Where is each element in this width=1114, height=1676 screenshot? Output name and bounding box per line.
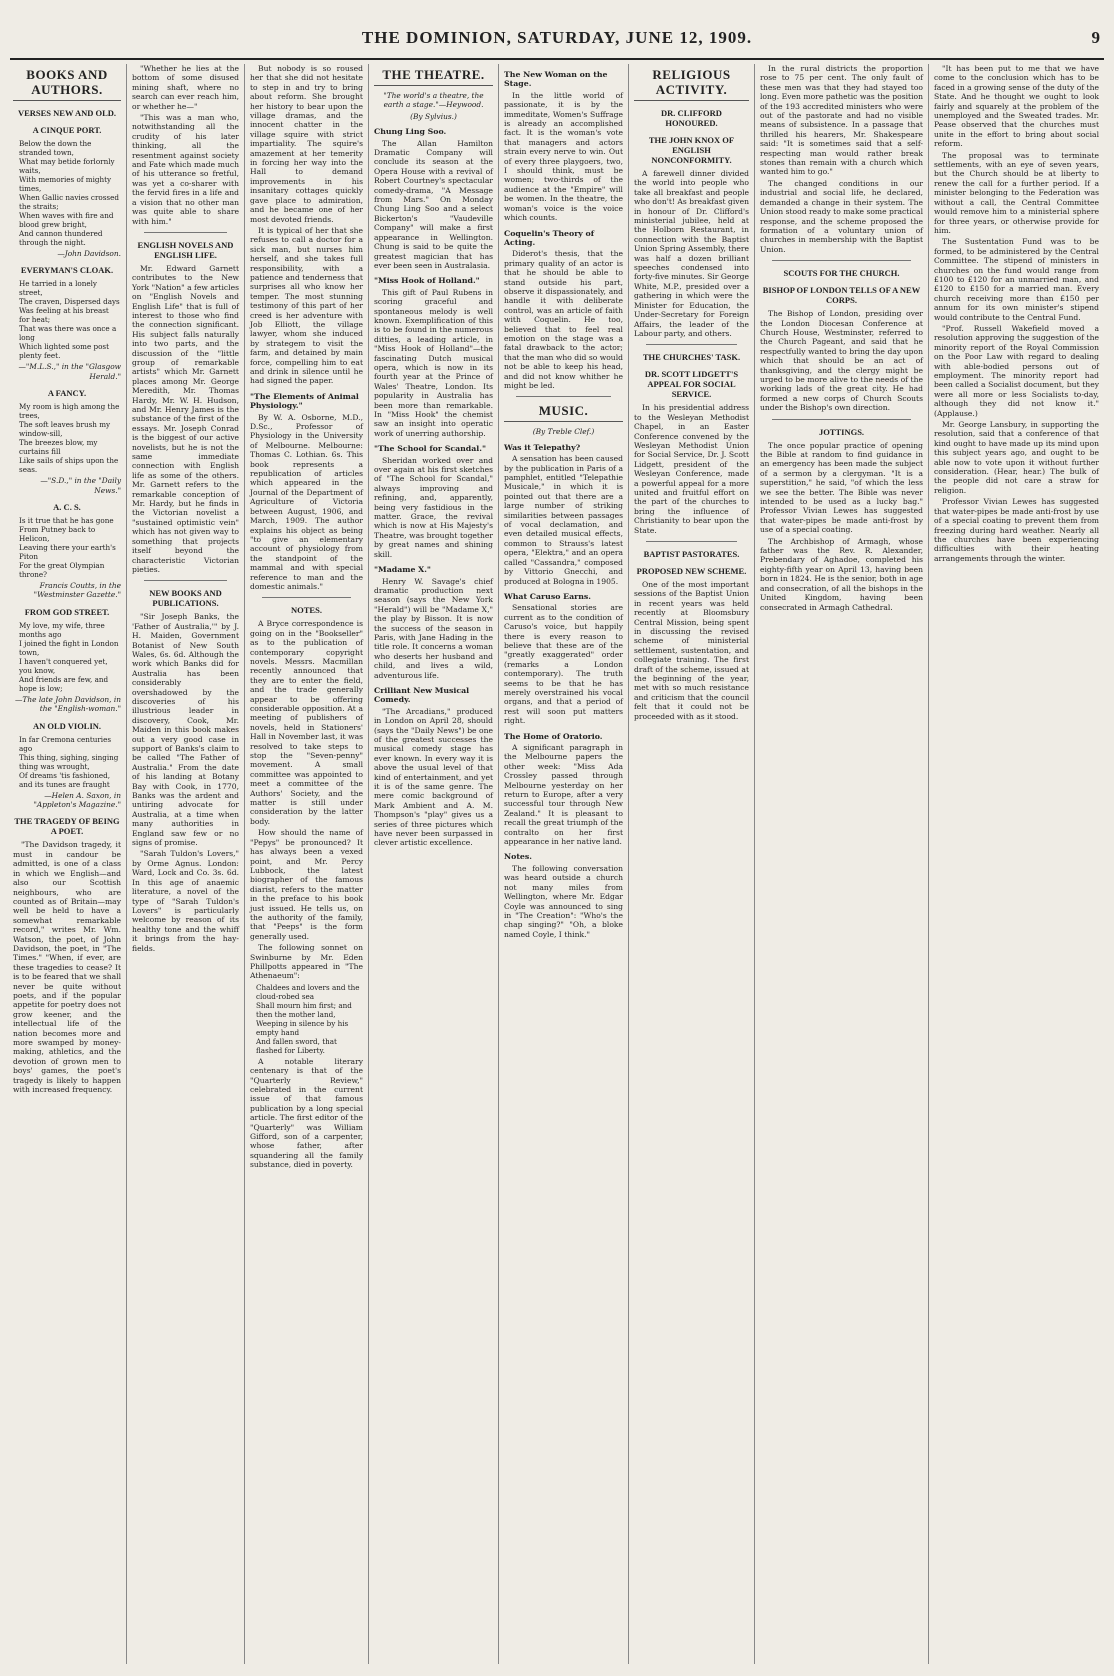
article-text: The following sonnet on Swinburne by Mr. Eden Phillpotts appeared in "The Athenaeum": bbox=[250, 943, 363, 981]
poem-line: The soft leaves brush my window-sill, bbox=[19, 420, 111, 439]
article-text: "The Davidson tragedy, it must in candour be admitted, is one of a class in which we English—and also our Scottish neighbours, who are counted as of Britain—may well be held to have a somewhat remarkable record," writes Mr. Wm. Watson, the poet, of John Davidson, the poet, in "The Times." "When, if ever, are these tragedies to cease? It is to be feared that we shall never be quite without poets, and if the popular appetite for poetry does not grow keener, and the intellectual life of the nation becomes more and more swamped by money-making, athletics, and the devotion of grown men to boys' games, the poet's tragedy is likely to happen with increased frequency. bbox=[13, 840, 121, 1095]
column-6 bbox=[628, 64, 754, 1664]
article-text: "Sir Joseph Banks, the 'Father of Australia,'" by J. H. Maiden, Government Botanist of New South Wales, 6s. 6d. Although the work which Banks did for Australia has been considerably overshadowed by the discoveries of his illustrious leader in discovery, Cook, Mr. Maiden in this book makes out a very good case in support of Banks's claim to be called "The Father of Australia." From the date of his landing at Botany Bay with Cook, in 1770, Banks was the ardent and untiring advocate for Australia, at a time when many authorities in England saw few or no signs of promise. bbox=[132, 612, 239, 848]
column-1 bbox=[8, 64, 126, 1664]
article-text: Professor Vivian Lewes has suggested that water-pipes be made anti-frost by use of a special coating to prevent them from freezing during hard weather. Nearly all the churches have been experiencing difficulties with their heating arrangements through the winter. bbox=[934, 497, 1099, 563]
article-text: In the little world of passionate, it is by the immeditate, Women's Suffrage is already an accomplished fact. It is the woman's vote that managers and actors strain every nerve to win. Out of every three playgoers, two, I should think, must be women; two-thirds of the audience at the "Empire" will be women. In the theatre, the woman's voice is the voice which counts. bbox=[504, 90, 623, 223]
column-8 bbox=[928, 64, 1104, 1664]
poem-line: This thing, sighing, singing thing was wrought, bbox=[19, 752, 119, 771]
divider bbox=[144, 580, 227, 581]
column-3 bbox=[244, 64, 368, 1664]
article-text: The proposal was to terminate settlements, with an eye of seven years, but the Church should be at liberty to renew the call for a further period. If a minister belonging to the Federation was without a call, the Central Committee would remove him to a ministerial sphere for three years, or otherwise provide for him. bbox=[934, 150, 1099, 235]
section-heading-notes: NOTES. bbox=[291, 605, 322, 616]
subheading-verses: VERSES NEW AND OLD. bbox=[17, 108, 117, 118]
poem bbox=[19, 402, 121, 474]
article-text: "Prof. Russell Wakefield moved a resolution approving the suggestion of the minority report of the Royal Commission on the Poor Law with regard to dealing with able-bodied persons out of employment. The minority report had been called a Socialist document, but they were all more or less Socialists to-day, although they did not know it." (Applause.) bbox=[934, 323, 1099, 418]
poem-line: Shall mourn him first; and then the mother land, bbox=[256, 1000, 352, 1019]
poem-line: And cannon thundered through the night. bbox=[19, 229, 103, 247]
poem bbox=[256, 983, 363, 1055]
poem-line: I haven't conquered yet, you know, bbox=[19, 656, 108, 675]
article-subheading: BISHOP OF LONDON TELLS OF A NEW CORPS. bbox=[762, 285, 921, 306]
article-text: The Sustentation Fund was to be formed, to be administered by the Central Committee. The stipend of ministers in churches on the fund would range from £100 to £120 for an unmarried man, and £120 to £150 for a married man. Every church receiving more than £150 per annum for its own minister's stipend would contribute to the Central Fund. bbox=[934, 237, 1099, 322]
byline: (By Treble Clef.) bbox=[532, 427, 595, 437]
article-text: The Bishop of London, presiding over the London Diocesan Conference at Church House, Westminster, referred to the Church Pageant, and said that he respectfully wanted to bring the day upon which that should be an act of thanksgiving, and the clergy might be urged to be more alive to the needs of the working lads of the great city. He had formed a new corps of Church Scouts under the Bishop's own direction. bbox=[760, 309, 923, 413]
article-subheading: THE JOHN KNOX OF ENGLISH NONCONFORMITY. bbox=[648, 135, 735, 165]
article-text: Mr. Edward Garnett contributes to the New York "Nation" a few articles on "English Novels and English Life" that is full of interest to those who find the connection significant. His subject falls naturally into two parts, and the discussion of the "little group of remarkable artists" which Mr. Garnett places among Mr. George Meredith, Mr. Thomas Hardy, Mr. W. H. Hudson, and Mr. Henry James is the substance of the first of the essays. Mr. Joseph Conrad is the biggest of our active novelists, but he is not the same immediate connection with English life as some of the others. Mr. Garnett refers to the remarkable conception of Mr. Hardy, but he finds in the Victorian novelist a "sustained optimistic vein" which has not given way to something that projects itself beyond the characteristic Victorian pieties. bbox=[132, 263, 239, 574]
article-text: A notable literary centenary is that of the "Quarterly Review," celebrated in the current issue of that famous publication by a long special article. The first editor of the "Quarterly" was William Gifford, son of a carpenter, whose father, after squandering all the family substance, died in poverty. bbox=[250, 1056, 363, 1170]
poem-attribution: —"S.D.," in the "Daily News." bbox=[40, 476, 121, 495]
poem-line: Was feeling at his breast for heat; bbox=[19, 306, 109, 325]
column-5 bbox=[498, 64, 628, 1664]
poem-title: A FANCY. bbox=[47, 388, 87, 399]
article-heading: BAPTIST PASTORATES. bbox=[643, 549, 740, 559]
article-text: The following conversation was heard outside a church not many miles from Wellington, where Mr. Edgar Coyle was announced to sing in "The Creation": "Who's the chap singing?" "Oh, a bloke named Coyle, I think." bbox=[504, 863, 623, 939]
poem-attribution: —John Davidson. bbox=[57, 249, 121, 258]
article-text: The Archbishop of Armagh, whose father was the Rev. R. Alexander, Prebendary of Aghadoe, completed his eighty-fifth year on April 13, having been born in 1824. He is the senior, both in age and consecration, of all the bishops in the United Kingdom, having been consecrated in Armagh Cathedral. bbox=[760, 536, 923, 612]
poem-line: My room is high among the trees, bbox=[19, 402, 120, 421]
article-text: A significant paragraph in the Melbourne papers the other week: "Miss Ada Crossley passed through Melbourne yesterday on her return to Europe, after a very successful tour through New Zealand." It is pleasant to recall the great triumph of the contralto on her first appearance in her native land. bbox=[504, 743, 623, 847]
article-heading: Coquelin's Theory of Acting. bbox=[504, 228, 595, 247]
article-text: "This was a man who, notwithstanding all the crudity of his later thinking, all the resentment against society and Fate which made much of his utterance so fretful, was yet a co-sharer with the fervid fires in a life and a vision that no other man was quite able to share with him." bbox=[132, 113, 239, 226]
poem bbox=[19, 139, 121, 247]
poem bbox=[19, 516, 121, 579]
poem-title: A CINQUE PORT. bbox=[32, 125, 102, 135]
article-heading: JOTTINGS. bbox=[818, 426, 865, 437]
divider bbox=[772, 419, 911, 420]
poem-line: Below the down the stranded town, bbox=[19, 139, 92, 157]
poem bbox=[19, 279, 121, 360]
article-text: A sensation has been caused by the publication in Paris of a pamphlet, entitled "Telepathie Musicale," in which it is pointed out that there are a large number of striking similarities between passages of vocal declamation, and even detailed musical effects, common to Strauss's latest opera, "Elektra," and an opera called "Cassandra," composed by Vittorio Gnecchi, and produced at Bologna in 1905. bbox=[504, 454, 623, 586]
article-text: A Bryce correspondence is going on in the "Bookseller" as to the publication of contemporary copyright novels. Messrs. Macmillan recently announced that they are to enter the field, and the trade generally appear to be offering considerable opposition. At a meeting of publishers of novels, held in Stationers' Hall in November last, it was resolved to take steps to stop the "Seven-penny" movement. A small committee was appointed to meet a committee of the Authors' Society, and the matter is still under consideration by the latter body. bbox=[250, 619, 363, 826]
article-text: The changed conditions in our industrial and social life, he declared, demanded a change in their system. The Union stood ready to make some practical response, and the scheme proposed the formation of a voluntary union of churches in membership with the Baptist Union. bbox=[760, 178, 923, 254]
article-heading: THE TRAGEDY OF BEING A POET. bbox=[14, 816, 120, 837]
poem-line: With memories of mighty times, bbox=[19, 175, 112, 193]
article-text: Henry W. Savage's chief dramatic production next season (says the New York "Herald") will be "Madame X," the play by Bisson. It is now the success of the season in Paris, with Jane Hading in the title role. It concerns a woman who deserts her husband and child, and lives a wild, adventurous life. bbox=[374, 576, 493, 680]
newspaper-title: THE DOMINION, SATURDAY, JUNE 12, 1909. bbox=[361, 28, 753, 47]
article-heading: The Home of Oratorio. bbox=[504, 731, 603, 741]
article-heading: "Miss Hook of Holland." bbox=[374, 276, 480, 286]
poem-line: What may betide forlornly waits, bbox=[19, 157, 115, 175]
article-text: How should the name of "Pepys" be pronounced? It has always been a vexed point, and Mr. Percy Lubbock, the latest biographer of the famous diarist, refers to the matter in the preface to his book just issued. He tells us, on the authority of the family, that "Peeps" is the form generally used. bbox=[250, 828, 363, 941]
article-text: Sensational stories are current as to the condition of Caruso's voice, but happily there is every reason to believe that these are of the "greatly exaggerated" order (remarks a London contemporary). The truth seems to be that he has merely overstrained his vocal organs, and that a period of rest will soon put matters right. bbox=[504, 603, 623, 726]
byline: (By Sylvius.) bbox=[410, 111, 457, 121]
poem-line: When waves with fire and blood grew bright, bbox=[19, 211, 114, 229]
poem-line: Chaldees and lovers and the cloud-robed sea bbox=[256, 982, 360, 1001]
article-text: "The Arcadians," produced in London on April 28, should (says the "Daily News") be one of the greatest successes the musical comedy stage has ever known. In every way it is above the usual level of that kind of entertainment, and yet it is of the same genre. The mere comic background of Mark Ambient and A. M. Thompson's "play" gives us a series of three pictures which have never been surpassed in clever artistic excellence. bbox=[374, 706, 493, 848]
poem-line: Is it true that he has gone bbox=[19, 516, 114, 526]
section-heading-music: MUSIC. bbox=[504, 403, 623, 422]
article-heading: The New Woman on the Stage. bbox=[504, 70, 608, 89]
divider bbox=[646, 344, 737, 345]
article-subheading: PROPOSED NEW SCHEME. bbox=[636, 566, 747, 576]
article-heading: ENGLISH NOVELS AND ENGLISH LIFE. bbox=[137, 239, 234, 260]
poem-title: A. C. S. bbox=[53, 502, 81, 513]
article-text: By W. A. Osborne, M.D., D.Sc., Professor of Physiology in the University of Melbourne. Melbourne: Thomas C. Lothian. 6s. This book represents a republication of articles which appeared in the Journal of the Department of Agriculture of Victoria between August, 1906, and March, 1909. The author explains his object as being "to give an elementary account of physiology from the standpoint of the mammal and with special reference to man and the domestic animals." bbox=[250, 412, 363, 591]
article-text: This gift of Paul Rubens in scoring graceful and spontaneous melody is well known. Exemplification of this is to be found in the numerous ditties, a leading article, in "Miss Hook of Holland"—the fascinating Dutch musical opera, which is now in its fourth year at the Prince of Wales' Theatre, London. Its popularity in Australia has been more than remarkable. In "Miss Hook" the chemist saw an insight into operatic work of unerring authorship. bbox=[374, 287, 493, 438]
poem bbox=[19, 621, 121, 693]
section-heading-theatre: THE THEATRE. bbox=[374, 67, 493, 86]
poem-line: From Putney back to Helicon, bbox=[19, 525, 96, 544]
article-text: Mr. George Lansbury, in supporting the resolution, said that a conference of that kind ought to have made up its mind upon this subject years ago, and ought to be able now to vote upon it without further consideration. (Hear, hear.) The bulk of the people did not care a straw for religion. bbox=[934, 420, 1099, 495]
poem-line: Of dreams 'tis fashioned, and its tunes are fraught bbox=[19, 770, 110, 789]
poem-line: For the great Olympian throne? bbox=[19, 561, 105, 580]
article-subheading: DR. SCOTT LIDGETT'S APPEAL FOR SOCIAL SERVICE. bbox=[644, 369, 739, 400]
poem-title: AN OLD VIOLIN. bbox=[32, 720, 102, 731]
article-heading: What Caruso Earns. bbox=[504, 591, 592, 601]
article-text: "Sarah Tuldon's Lovers," by Orme Agnus. London: Ward, Lock and Co. 3s. 6d. In this age of anaemic literature, a novel of the type of "Sarah Tuldon's Lovers" is particularly welcome by reason of its healthy tone and the whiff it brings from the hay-fields. bbox=[132, 849, 239, 953]
article-heading: Notes. bbox=[504, 852, 532, 862]
poem-line: That was there was once a long bbox=[19, 324, 117, 343]
divider bbox=[262, 597, 351, 598]
article-text: One of the most important sessions of the Baptist Union in recent years was held recently at Bloomsbury Central Mission, being spent in discussing the revised scheme of ministerial settlement, sustentation, and collegiate training. The first draft of the scheme, issued at the beginning of the year, met with so much resistance and criticism that the council felt that it could not be proceeded with as it stood. bbox=[634, 580, 749, 721]
poem-title: FROM GOD STREET. bbox=[24, 606, 110, 617]
column-4 bbox=[368, 64, 498, 1664]
poem-attribution: Francis Coutts, in the "Westminster Gazette." bbox=[33, 581, 121, 600]
article-heading: THE CHURCHES' TASK. bbox=[642, 352, 741, 363]
article-text: Sheridan worked over and over again at his first sketches of "The School for Scandal," always improving and refining, and, apparently, being very fastidious in the matter. Grace, the revival which is now at His Majesty's Theatre, was brought together by great names and shining skill. bbox=[374, 455, 493, 559]
column-2 bbox=[126, 64, 244, 1664]
divider bbox=[646, 541, 737, 542]
poem-line: Weeping in silence by his empty hand bbox=[256, 1018, 349, 1037]
article-text: Diderot's thesis, that the primary quality of an actor is that he should be able to stand outside his part, observe it dispassionately, and handle it with deliberate control, was an article of faith with Coquelin. He too, believed that to feel real emotion on the stage was a fatal drawback to the actor; that the man who did so would not be able to keep his head, and did not know whither he might be led. bbox=[504, 249, 623, 390]
article-text: "It has been put to me that we have come to the conclusion which has to be faced in a growing sense of the duty of the State. And he thought we ought to look fairly and squarely at the problem of the unemployed and the Sweated trades. Mr. Pease observed that the churches must unite in the effort to bring about social reform. bbox=[934, 64, 1099, 149]
article-heading: Chung Ling Soo. bbox=[374, 127, 447, 137]
divider bbox=[144, 232, 227, 233]
article-text: "Whether he lies at the bottom of some disused mining shaft, where no search can ever reach him, or whether he—" bbox=[132, 64, 239, 111]
poem-line: And friends are few, and hope is low; bbox=[19, 674, 109, 693]
poem-title: EVERYMAN'S CLOAK. bbox=[20, 265, 114, 276]
article-heading: "The Elements of Animal Physiology." bbox=[250, 391, 359, 411]
article-text: A farewell dinner divided the world into people who take all breakfast and people who don't! As breakfast given in honour of Dr. Clifford's ministerial jubilee, held at the Holborn Restaurant, in connection with the Baptist Union Spring Assembly, there was half a dozen brilliant speeches condensed into forty-five minutes. Sir George White, M.P., presided over a gathering in which were the Minister for Education, the Under-Secretary for Foreign Affairs, the leader of the Labour party, and others. bbox=[634, 169, 749, 338]
poem-line: Like sails of ships upon the seas. bbox=[19, 456, 119, 475]
poem-line: My love, my wife, three months ago bbox=[19, 620, 105, 639]
divider bbox=[772, 260, 911, 261]
poem-attribution: —The late John Davidson, in the "English-woman." bbox=[15, 694, 121, 714]
poem-line: He tarried in a lonely street, bbox=[19, 279, 97, 298]
section-heading-books: BOOKS AND AUTHORS. bbox=[13, 67, 121, 101]
section-heading-religious: RELIGIOUS ACTIVITY. bbox=[634, 67, 749, 101]
poem-line: Leaving there your earth's Piton bbox=[19, 543, 116, 562]
poem-line: When Gallic navies crossed the straits; bbox=[19, 193, 119, 211]
page-number: 9 bbox=[1091, 28, 1100, 47]
article-heading: "Madame X." bbox=[374, 565, 431, 575]
article-text: In his presidential address to the Wesleyan Methodist Chapel, in an Easter Conference convened by the Wesleyan Methodist Union for Social Service, Dr. J. Scott Lidgett, president of the Wesleyan Conference, made a powerful appeal for a more united and fruitful effort on the part of the churches to bring the influence of Christianity to bear upon the State. bbox=[634, 403, 749, 535]
article-text: The Allan Hamilton Dramatic Company will conclude its season at the Opera House with a revival of Robert Courtney's spectacular comedy-drama, "A Message from Mars." On Monday Chung Ling Soo and a select Bickerton's "Vaudeville Company" will make a first appearance in Wellington. Chung is said to be quite the greatest magician that has ever been seen in Australasia. bbox=[374, 138, 493, 270]
poem-attribution: —Helen A. Saxon, in "Appleton's Magazine." bbox=[33, 790, 121, 810]
epigraph: "The world's a theatre, the earth a stage."—Heywood. bbox=[383, 91, 484, 110]
article-heading: SCOUTS FOR THE CHURCH. bbox=[783, 268, 900, 279]
article-heading: Crilliant New Musical Comedy. bbox=[374, 685, 470, 705]
poem-line: And fallen sword, that flashed for Liberty. bbox=[256, 1036, 337, 1055]
article-text: In the rural districts the proportion rose to 75 per cent. The only fault of these men was that they had stayed too long. Even more pathetic was the position of the 193 accredited ministers who were out of the pastorate and had no visible means of subsistence. In a passage that thrilled his hearers, Mr. Shakespeare said: "It is sometimes said that a self-respecting man would rather break stones than remain with a church which wanted him to go." bbox=[760, 64, 923, 177]
masthead bbox=[10, 28, 1104, 60]
article-text: The once popular practice of opening the Bible at random to find guidance in an emergency has been made the subject of a sermon by a clergyman. "It is a superstition," he said, "of which the less we see the better. The Bible was never intended to be used as a lucky bag." Professor Vivian Lewes has suggested that water-pipes be made anti-frost by use of a special coating. bbox=[760, 440, 923, 535]
article-text: But nobody is so roused her that she did not hesitate to step in and try to bring about reform. She brought her history to bear upon the village dramas, and the innocent chatter in the village squire with strict impartiality. The squire's amazement at her temerity in forcing her way into the Hall to demand improvements in his insanitary cottages quickly gave place to admiration, and he became one of her most devoted friends. bbox=[250, 64, 363, 224]
poem-line: The breezes blow, my curtains fill bbox=[19, 438, 98, 457]
article-heading: "The School for Scandal." bbox=[374, 444, 487, 454]
poem-line: I joined the fight in London town, bbox=[19, 638, 119, 657]
divider bbox=[516, 396, 611, 397]
poem-attribution: —"M.L.S.," in the "Glasgow Herald." bbox=[18, 362, 121, 381]
poem-line: The craven, Dispersed days bbox=[19, 297, 120, 307]
article-heading: Was it Telepathy? bbox=[504, 442, 581, 452]
poem bbox=[19, 735, 121, 789]
poem-line: In far Cremona centuries ago bbox=[19, 734, 112, 753]
column-7 bbox=[754, 64, 928, 1664]
poem-line: Which lighted some post plenty feet. bbox=[19, 342, 109, 361]
article-heading: NEW BOOKS AND PUBLICATIONS. bbox=[149, 588, 222, 609]
article-heading: DR. CLIFFORD HONOURED. bbox=[661, 108, 722, 128]
article-text: It is typical of her that she refuses to call a doctor for a sick man, but nurses him herself, and she takes full responsibility, with a patience and tenderness that surprises all who know her temper. The most stunning testimony of this part of her creed is her adventure with Job Elliott, the village lawyer, whom she induced by strategem to visit the farm, and detained by main force, compelling him to eat and drink in silence until he had signed the paper. bbox=[250, 225, 363, 386]
